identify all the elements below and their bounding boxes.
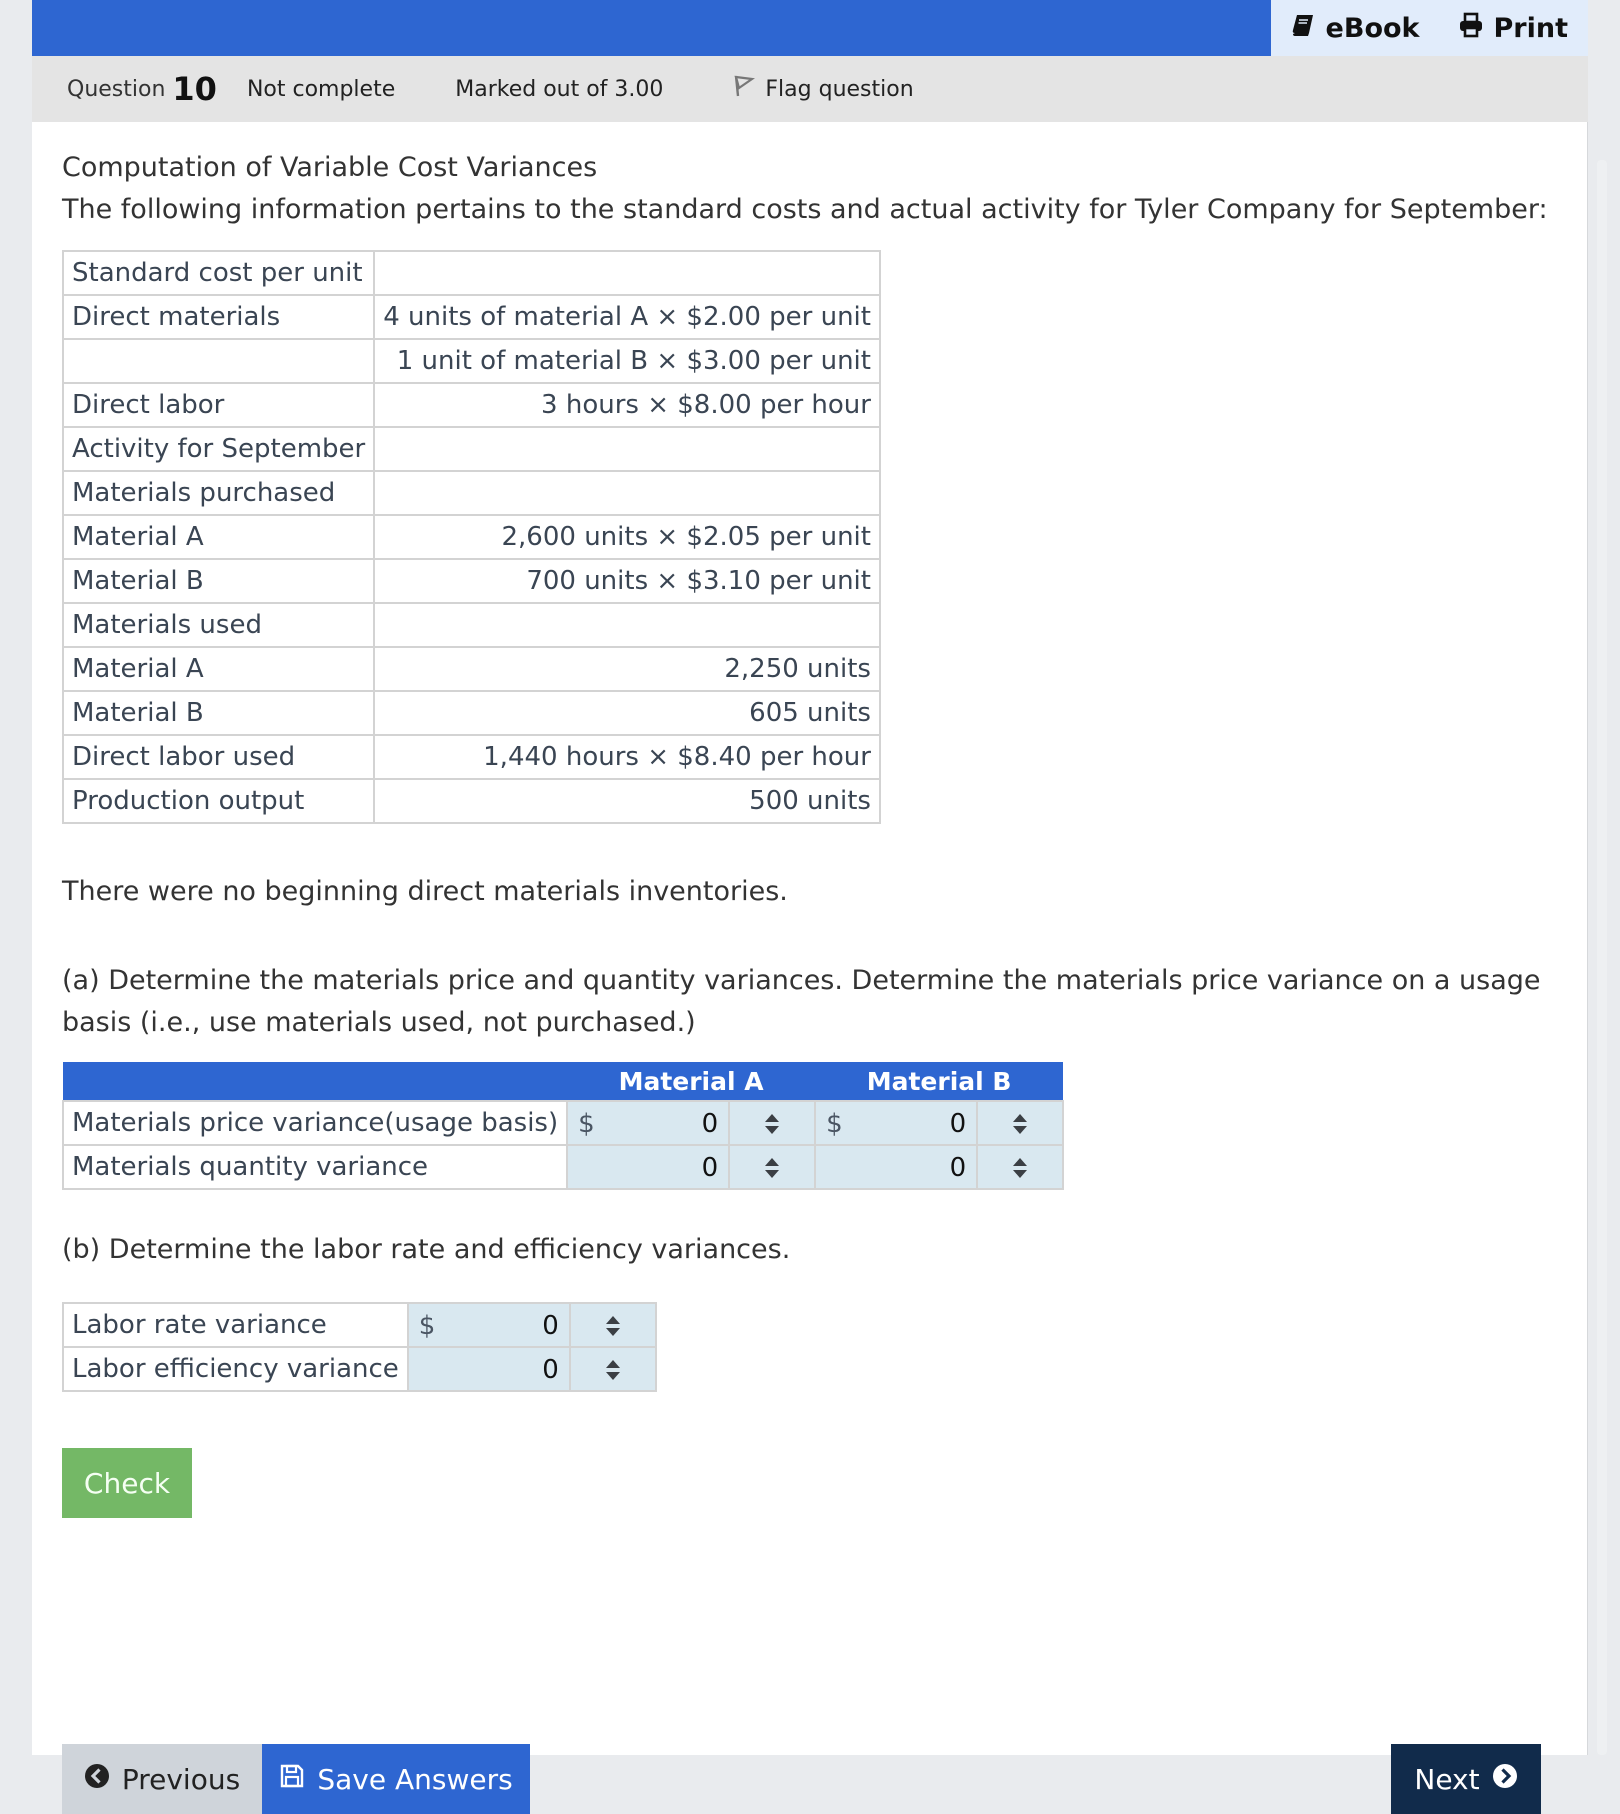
- sort-arrows-icon: [605, 1354, 621, 1384]
- flag-question-label: Flag question: [765, 76, 914, 102]
- previous-button[interactable]: [62, 1744, 262, 1814]
- materials-variance-table: [62, 1062, 1064, 1190]
- table-row: [63, 603, 880, 647]
- book-icon: [1290, 12, 1316, 45]
- chevron-left-circle-icon: [84, 1763, 110, 1796]
- previous-label: Previous: [121, 1762, 241, 1796]
- row-value: 3 hours × $8.00 per hour: [374, 383, 880, 427]
- question-info-bar: [32, 56, 1588, 122]
- row-label: Materials quantity variance: [63, 1145, 567, 1189]
- save-answers-button[interactable]: [262, 1744, 530, 1814]
- problem-title: Computation of Variable Cost Variances: [62, 152, 598, 183]
- print-label: Print: [1493, 12, 1568, 44]
- table-row: [63, 1101, 1063, 1145]
- price-variance-a-select[interactable]: [729, 1101, 815, 1145]
- next-button[interactable]: [1391, 1744, 1541, 1814]
- table-row: [63, 251, 880, 295]
- input-value: 0: [701, 1153, 719, 1183]
- header-blank: [63, 1062, 567, 1101]
- input-value: 0: [542, 1311, 559, 1341]
- row-label: Materials price variance(usage basis): [63, 1101, 567, 1145]
- table-row: [63, 339, 880, 383]
- input-value: 0: [949, 1109, 967, 1139]
- table-row: [63, 691, 880, 735]
- question-status: Not complete: [246, 76, 396, 102]
- labor-rate-variance-select[interactable]: [570, 1303, 656, 1347]
- check-label: Check: [83, 1466, 171, 1500]
- question-label: Question: [67, 76, 166, 102]
- labor-efficiency-variance-select[interactable]: [570, 1347, 656, 1391]
- sort-arrows-icon: [1012, 1152, 1028, 1182]
- row-label: Direct labor used: [63, 735, 374, 779]
- row-value: [374, 251, 880, 295]
- quantity-variance-a-select[interactable]: [729, 1145, 815, 1189]
- row-value: 1,440 hours × $8.40 per hour: [374, 735, 880, 779]
- table-row: [63, 735, 880, 779]
- row-label: Production output: [63, 779, 374, 823]
- next-label: Next: [1414, 1762, 1480, 1796]
- question-marks: Marked out of 3.00: [455, 76, 664, 102]
- input-value: 0: [542, 1355, 559, 1385]
- part-b-prompt: (b) Determine the labor rate and efficiency variances.: [62, 1234, 791, 1265]
- row-value: 2,250 units: [374, 647, 880, 691]
- quiz-page: [32, 0, 1588, 1796]
- currency-symbol: $: [418, 1311, 436, 1341]
- inventory-note: There were no beginning direct materials inventories.: [62, 876, 788, 907]
- header-material-b: Material B: [815, 1062, 1063, 1101]
- info-table: [62, 250, 881, 824]
- table-row: [63, 559, 880, 603]
- print-button[interactable]: [1458, 12, 1569, 45]
- save-label: Save Answers: [317, 1762, 513, 1796]
- chevron-right-circle-icon: [1492, 1763, 1518, 1796]
- table-row: [63, 779, 880, 823]
- save-icon: [279, 1763, 305, 1796]
- row-label: Labor efficiency variance: [63, 1347, 408, 1391]
- row-label: Labor rate variance: [63, 1303, 408, 1347]
- table-row: [63, 295, 880, 339]
- ebook-label: eBook: [1325, 12, 1420, 44]
- row-label: Standard cost per unit: [63, 251, 374, 295]
- price-variance-b-select[interactable]: [977, 1101, 1063, 1145]
- row-value: 700 units × $3.10 per unit: [374, 559, 880, 603]
- printer-icon: [1458, 12, 1484, 45]
- row-value: [374, 603, 880, 647]
- currency-symbol: $: [826, 1109, 843, 1139]
- labor-variance-table: [62, 1302, 657, 1392]
- table-row: [63, 471, 880, 515]
- input-value: 0: [701, 1109, 719, 1139]
- row-label: Material B: [63, 559, 374, 603]
- currency-symbol: $: [578, 1109, 595, 1139]
- top-bar: [32, 0, 1588, 56]
- part-a-prompt: (a) Determine the materials price and quantity variances. Determine the materials price variance on a usage basis (i.e., use materials used, not purchased.): [62, 965, 1541, 1038]
- sort-arrows-icon: [605, 1310, 621, 1340]
- row-value: [374, 427, 880, 471]
- toolbar: [1271, 0, 1588, 56]
- price-variance-b-input[interactable]: [815, 1101, 977, 1145]
- row-label: Material A: [63, 515, 374, 559]
- row-label: Material B: [63, 691, 374, 735]
- row-value: 605 units: [374, 691, 880, 735]
- row-label: Activity for September: [63, 427, 374, 471]
- table-header-row: [63, 1062, 1063, 1101]
- quantity-variance-b-input[interactable]: [815, 1145, 977, 1189]
- table-row: [63, 427, 880, 471]
- sort-arrows-icon: [764, 1108, 780, 1138]
- quantity-variance-a-input[interactable]: [567, 1145, 729, 1189]
- quantity-variance-b-select[interactable]: [977, 1145, 1063, 1189]
- table-row: [63, 1347, 656, 1391]
- row-label: Materials purchased: [63, 471, 374, 515]
- table-row: [63, 1145, 1063, 1189]
- page-scrollbar[interactable]: [1597, 160, 1607, 1755]
- sort-arrows-icon: [1012, 1108, 1028, 1138]
- table-row: [63, 515, 880, 559]
- input-value: 0: [949, 1153, 967, 1183]
- table-row: [63, 1303, 656, 1347]
- flag-question-button[interactable]: [733, 74, 913, 104]
- row-label: Direct materials: [63, 295, 374, 339]
- table-row: [63, 647, 880, 691]
- row-value: 2,600 units × $2.05 per unit: [374, 515, 880, 559]
- check-button[interactable]: [62, 1448, 192, 1518]
- labor-rate-variance-input[interactable]: [408, 1303, 570, 1347]
- row-value: [374, 471, 880, 515]
- row-value: 4 units of material A × $2.00 per unit: [374, 295, 880, 339]
- question-number: 10: [172, 70, 217, 108]
- price-variance-a-input[interactable]: [567, 1101, 729, 1145]
- problem-intro: The following information pertains to the standard costs and actual activity for Tyler Company for September:: [62, 194, 1548, 225]
- row-label: [63, 339, 374, 383]
- header-material-a: Material A: [567, 1062, 815, 1101]
- row-value: 500 units: [374, 779, 880, 823]
- sort-arrows-icon: [764, 1152, 780, 1182]
- table-row: [63, 383, 880, 427]
- row-label: Materials used: [63, 603, 374, 647]
- row-value: 1 unit of material B × $3.00 per unit: [374, 339, 880, 383]
- flag-icon: [733, 74, 755, 104]
- labor-efficiency-variance-input[interactable]: [408, 1347, 570, 1391]
- row-label: Material A: [63, 647, 374, 691]
- row-label: Direct labor: [63, 383, 374, 427]
- ebook-button[interactable]: [1290, 12, 1420, 45]
